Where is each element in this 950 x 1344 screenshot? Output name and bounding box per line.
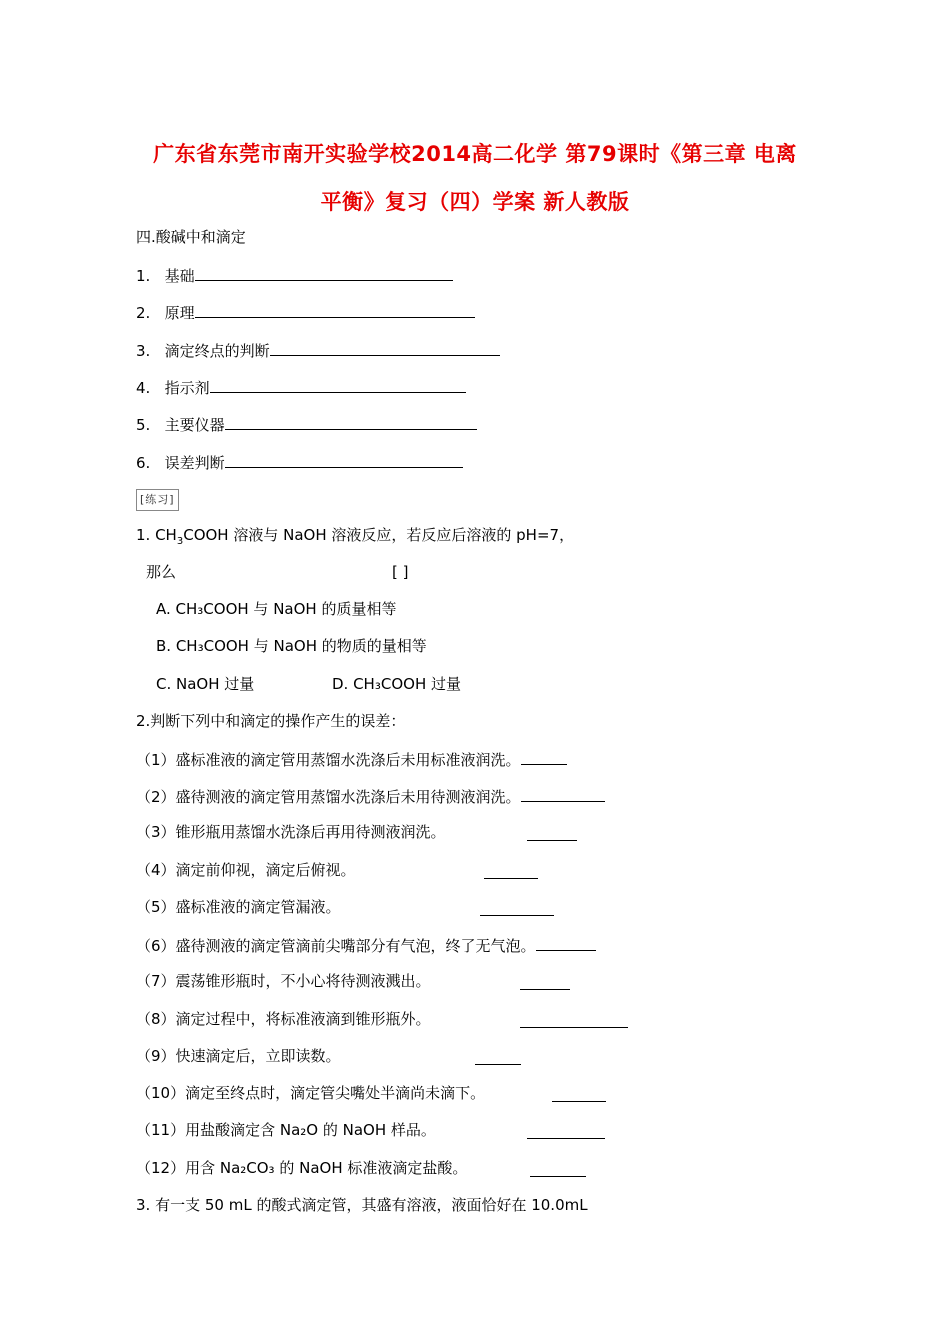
q2-item-2 [136, 785, 605, 807]
outline-num: 4. [136, 379, 151, 397]
answer-blank[interactable] [475, 1048, 521, 1065]
q2-item-text: （5）盛标准液的滴定管漏液。 [136, 898, 341, 916]
outline-text: 滴定终点的判断 [164, 342, 270, 360]
answer-blank[interactable] [527, 824, 577, 841]
outline-num: 5. [136, 416, 151, 434]
outline-item-1 [136, 264, 453, 286]
q1-option-a[interactable]: A. CH₃COOH 与 NaOH 的质量相等 [156, 600, 397, 618]
answer-blank[interactable] [225, 451, 463, 468]
answer-blank[interactable] [270, 339, 500, 356]
q2-item-1 [136, 748, 567, 770]
q2-item-8 [136, 1009, 431, 1029]
q2-item-12 [136, 1158, 467, 1178]
q2-item-11 [136, 1120, 436, 1140]
q2-item-text: （2）盛待测液的滴定管用蒸馏水洗涤后未用待测液润洗。 [136, 788, 521, 806]
practice-label [136, 488, 179, 511]
q2-item-text: （3）锥形瓶用蒸馏水洗涤后再用待测液润洗。 [136, 823, 446, 841]
q2-item-text: （8）滴定过程中，将标准液滴到锥形瓶外。 [136, 1010, 431, 1028]
q2-item-3 [136, 822, 446, 842]
outline-text: 误差判断 [164, 454, 225, 472]
outline-item-3 [136, 339, 500, 361]
q2-item-text: （4）滴定前仰视，滴定后俯视。 [136, 861, 356, 879]
q2-item-text: （11）用盐酸滴定含 Na₂O 的 NaOH 样品。 [136, 1121, 436, 1139]
outline-num: 2. [136, 304, 151, 322]
answer-blank[interactable] [536, 934, 596, 951]
q2-item-text: （12）用含 Na₂CO₃ 的 NaOH 标准液滴定盐酸。 [136, 1159, 468, 1177]
outline-num: 6. [136, 454, 151, 472]
q1-option-c[interactable]: C. NaOH 过量 [156, 675, 255, 693]
q2-item-4 [136, 860, 356, 880]
q2-stem: 2.判断下列中和滴定的操作产生的误差： [136, 712, 406, 730]
outline-num: 1. [136, 267, 151, 285]
q3-stem: 3. 有一支 50 mL 的酸式滴定管，其盛有溶液，液面恰好在 10.0mL [136, 1196, 588, 1214]
answer-blank[interactable] [552, 1085, 606, 1102]
practice-tag: [练习] [136, 489, 179, 511]
answer-blank[interactable] [527, 1122, 605, 1139]
answer-blank[interactable] [195, 301, 475, 318]
answer-blank[interactable] [530, 1160, 586, 1177]
answer-blank[interactable] [484, 862, 538, 879]
answer-blank[interactable] [195, 264, 453, 281]
q2-item-text: （1）盛标准液的滴定管用蒸馏水洗涤后未用标准液润洗。 [136, 751, 521, 769]
answer-blank[interactable] [480, 899, 554, 916]
q1-sub: 3 [176, 536, 184, 547]
q1-option-d[interactable]: D. CH₃COOH 过量 [332, 675, 461, 693]
q2-item-7 [136, 971, 431, 991]
outline-item-4 [136, 376, 466, 398]
outline-item-5 [136, 413, 477, 435]
outline-text: 主要仪器 [164, 416, 225, 434]
document-title-line1: 广东省东莞市南开实验学校2014高二化学 第79课时《第三章 电离 [153, 142, 797, 166]
answer-blank[interactable] [520, 1011, 628, 1028]
q2-item-text: （9）快速滴定后，立即读数。 [136, 1047, 341, 1065]
q2-item-text: （7）震荡锥形瓶时，不小心将待测液溅出。 [136, 972, 431, 990]
q2-item-text: （6）盛待测液的滴定管滴前尖嘴部分有气泡，终了无气泡。 [136, 937, 536, 955]
answer-blank[interactable] [225, 413, 477, 430]
outline-text: 基础 [164, 267, 195, 285]
outline-text: 原理 [164, 304, 195, 322]
q1-option-b[interactable]: B. CH₃COOH 与 NaOH 的物质的量相等 [156, 637, 427, 655]
outline-text: 指示剂 [164, 379, 210, 397]
q2-item-6 [136, 934, 596, 956]
q1-stem-post: COOH 溶液与 NaOH 溶液反应，若反应后溶液的 pH=7， [183, 526, 575, 544]
answer-blank[interactable] [210, 376, 466, 393]
outline-item-6 [136, 451, 463, 473]
q2-item-10 [136, 1083, 485, 1103]
q2-item-text: （10）滴定至终点时，滴定管尖嘴处半滴尚未滴下。 [136, 1084, 486, 1102]
section-heading: 四.酸碱中和滴定 [136, 228, 246, 246]
q1-answer-bracket[interactable]: [ ] [392, 563, 409, 581]
answer-blank[interactable] [521, 748, 567, 765]
document-title-line2: 平衡》复习（四）学案 新人教版 [320, 190, 630, 214]
answer-blank[interactable] [520, 973, 570, 990]
outline-item-2 [136, 301, 475, 323]
q1-stem [136, 525, 574, 552]
q2-item-9 [136, 1046, 341, 1066]
q1-stem2: 那么 [146, 563, 177, 581]
q2-item-5 [136, 897, 341, 917]
answer-blank[interactable] [521, 785, 605, 802]
q1-stem-pre: 1. CH [136, 526, 177, 544]
outline-num: 3. [136, 342, 151, 360]
